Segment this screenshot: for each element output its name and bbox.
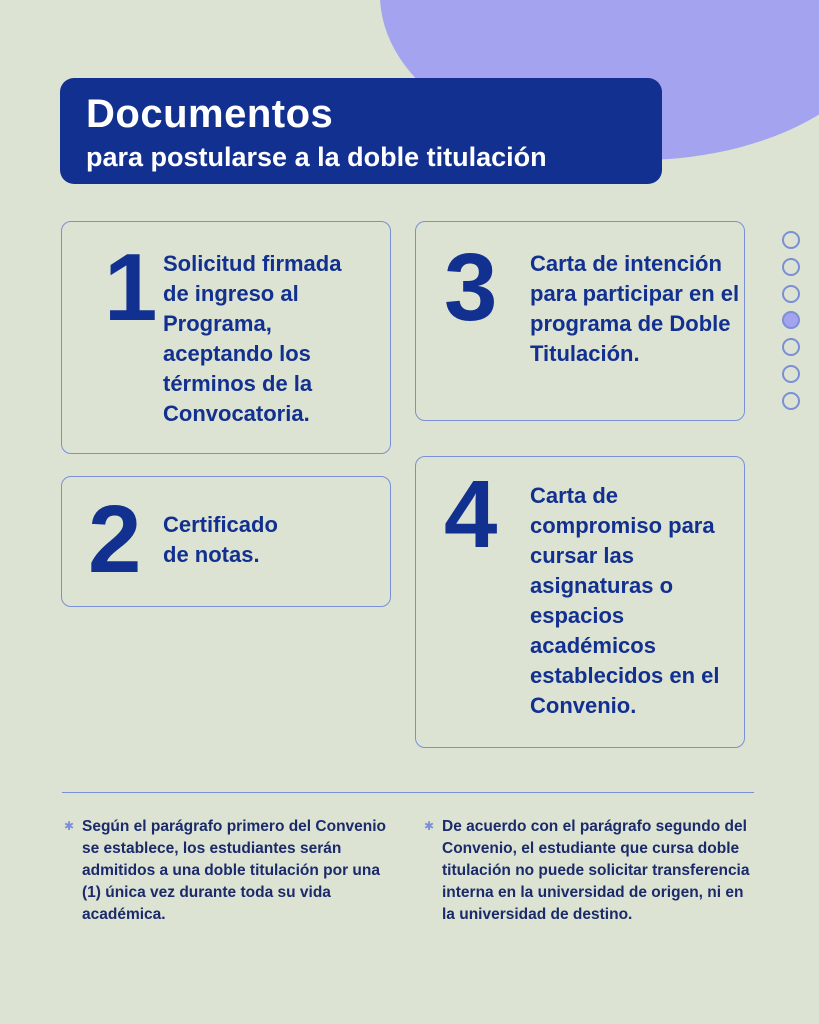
divider bbox=[62, 792, 754, 793]
document-card-3 bbox=[415, 221, 745, 421]
card-text: Carta de compromiso para cursar las asignaturas o espacios académicos establecidos en el Convenio. bbox=[530, 483, 720, 718]
document-card-1 bbox=[61, 221, 391, 454]
pagination-dot[interactable] bbox=[782, 258, 800, 276]
asterisk-icon: ✱ bbox=[64, 819, 75, 833]
document-card-2 bbox=[61, 476, 391, 607]
card-number: 4 bbox=[444, 461, 498, 568]
asterisk-icon: ✱ bbox=[424, 819, 435, 833]
pagination-dot[interactable] bbox=[782, 365, 800, 383]
card-text: Certificado de notas. bbox=[163, 512, 278, 567]
card-number: 3 bbox=[444, 234, 498, 341]
pagination-dot[interactable] bbox=[782, 392, 800, 410]
card-number: 1 bbox=[104, 234, 158, 341]
pagination-dot[interactable] bbox=[782, 231, 800, 249]
page-subtitle: para postularse a la doble titulación bbox=[86, 142, 547, 172]
card-number: 2 bbox=[88, 486, 142, 593]
card-text: Solicitud firmada de ingreso al Programa, aceptando los términos de la Convocatoria. bbox=[163, 251, 342, 426]
pagination-dots bbox=[782, 231, 800, 419]
pagination-dot[interactable] bbox=[782, 338, 800, 356]
card-text: Carta de intención para participar en el programa de Doble Titulación. bbox=[530, 251, 740, 366]
pagination-dot-active[interactable] bbox=[782, 311, 800, 329]
document-card-4 bbox=[415, 456, 745, 748]
page-title: Documentos bbox=[86, 92, 334, 136]
footnote-2: De acuerdo con el parágrafo segundo del Convenio, el estudiante que cursa doble titulación no puede solicitar transferencia interna en la universidad de origen, ni en la universidad de destino. bbox=[442, 818, 750, 923]
footnote-1: Según el parágrafo primero del Convenio se establece, los estudiantes serán admitidos a una doble titulación por una (1) única vez durante toda su vida académica. bbox=[82, 818, 387, 923]
title-banner bbox=[60, 78, 662, 184]
pagination-dot[interactable] bbox=[782, 285, 800, 303]
